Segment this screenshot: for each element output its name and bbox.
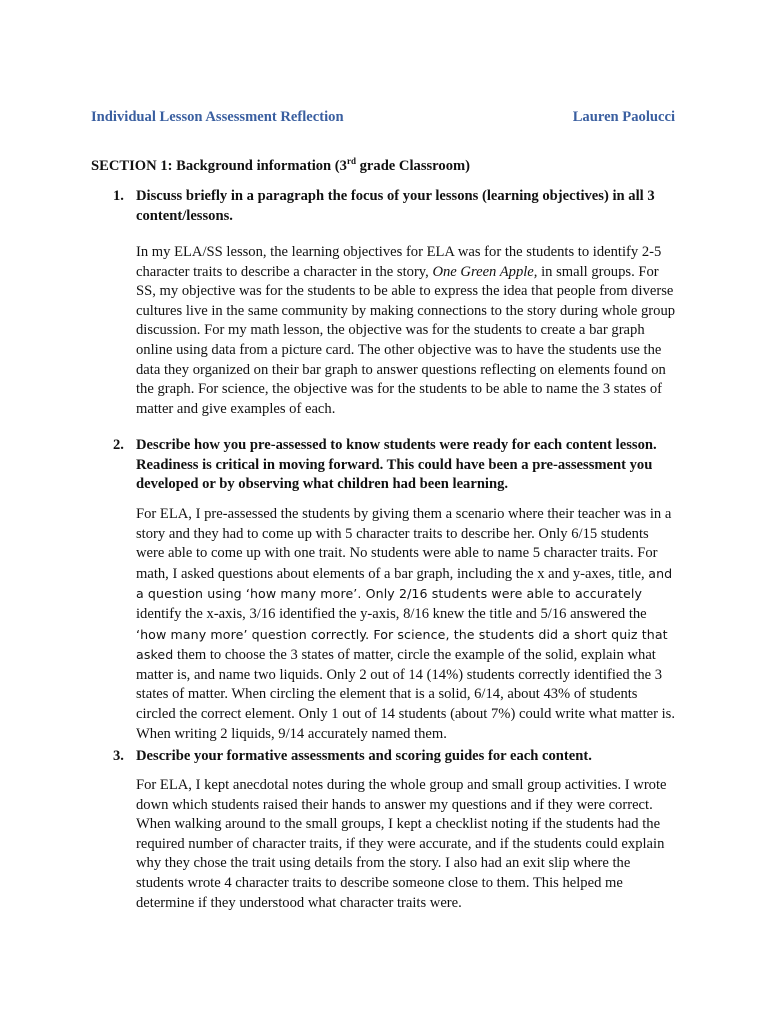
- answer-2: [136, 505, 676, 744]
- section-title-superscript: rd: [346, 156, 356, 166]
- answer-text: For ELA, I kept anecdotal notes during the whole group and small group activities. I wrote down which students raised their hands to answer my questions and if they were correct. When walking around to the small groups, I kept a checklist noting if the students had the required number of character traits, if they were accurate, and if the students could explain why they chose the trait using details from the story. I also had an exit slip where the students wrote 4 character traits to describe someone close to them. This helped me determine if they understood what character traits were.: [136, 777, 667, 911]
- answer-text: For ELA, I pre-assessed the students by giving them a scenario where their teacher was in a story and they had to come up with 5 character traits to describe her. Only 6/15 students were able to come up with one trait. No students were able to name 5 character traits. For math, I asked questions about elements of a bar graph, including the x and y-axes, title,: [136, 506, 672, 582]
- question-text: Describe your formative assessments and scoring guides for each content.: [136, 748, 592, 764]
- answer-3: [136, 776, 676, 913]
- section-title: [91, 156, 470, 176]
- answer-text: identify the x-axis, 3/16 identified the y-axis, 8/16 knew the title and 5/16 answered the: [136, 605, 647, 622]
- answer-text: In my ELA/SS lesson, the learning objectives for ELA was for the students to identify 2-5 character traits to describe a character in the story,: [136, 244, 662, 280]
- answer-text: in small groups. For SS, my objective was for the students to be able to express the idea that people from diverse cultures live in the same community by making connections to the story during whole group discussion. For my math lesson, the objective was for the students to create a bar graph online using data from a picture card. The other objective was to have the students use the data they organized on their bar graph to answer questions reflecting on elements found on the graph. For science, the objective was for the students to be able to name the 3 states of matter and give examples of each.: [136, 263, 676, 417]
- question-number: 2.: [113, 437, 124, 453]
- book-title: One Green Apple,: [432, 263, 538, 280]
- question-text: Describe how you pre-assessed to know students were ready for each content lesson. Readiness is critical in moving forward. This could have been a pre-assessment you developed or by observing what children had been learning.: [136, 437, 657, 493]
- answer-text-alt-font: and a question using ‘how many more’. Only 2/16 students were able to accurately: [136, 565, 673, 602]
- question-number: 1.: [113, 188, 124, 204]
- answer-text-alt-font: ‘how many more’ question correctly. For science, the students did a short quiz that asked: [136, 626, 668, 663]
- author-name: Lauren Paolucci: [572, 109, 675, 125]
- question-number: 3.: [113, 748, 124, 764]
- section-title-main: SECTION 1: Background information (3: [91, 158, 347, 174]
- document-header: [91, 108, 675, 126]
- answer-1: [136, 243, 676, 419]
- question-text: Discuss briefly in a paragraph the focus of your lessons (learning objectives) in all 3 content/lessons.: [136, 188, 655, 224]
- document-title: Individual Lesson Assessment Reflection: [91, 109, 344, 125]
- section-title-tail: grade Classroom): [355, 158, 471, 174]
- answer-text: them to choose the 3 states of matter, circle the example of the solid, explain what matter is, and name two liquids. Only 2 out of 14 (14%) students correctly identified the 3 states of matter. When circling the element that is a solid, 6/14, about 43% of students circled the correct element. Only 1 out of 14 students (about 7%) could write what matter is. When writing 2 liquids, 9/14 accurately named them.: [136, 647, 675, 742]
